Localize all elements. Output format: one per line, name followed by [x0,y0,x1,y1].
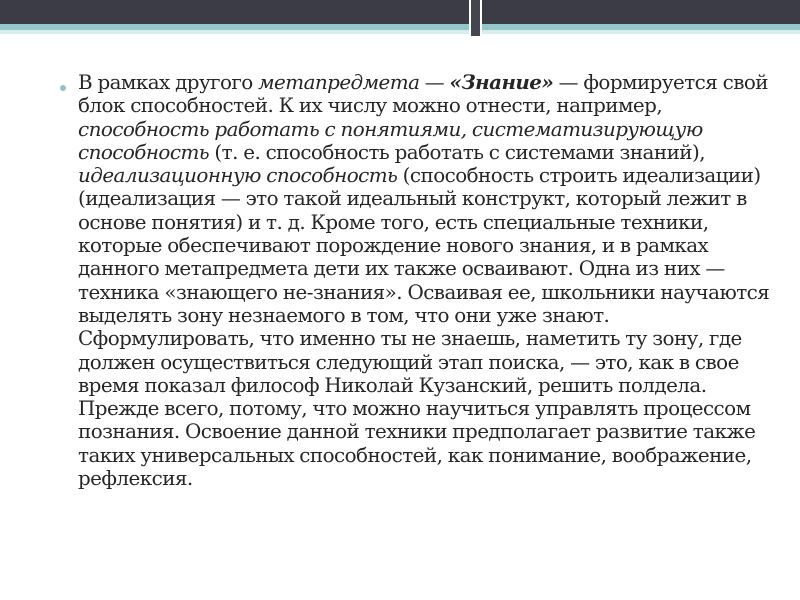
slide-body [58,71,770,490]
paragraph-emphasis: идеализационную способность [78,164,398,188]
paragraph-strong-emphasis: «Знание» [449,70,554,94]
header-band-light [0,30,800,34]
paragraph-text: (т. е. способность работать с системами знаний), [209,140,705,164]
paragraph-text: В рамках другого [78,71,259,94]
paragraph-emphasis: способность работать с понятиями, систематизирующую способность [78,117,703,164]
paragraph-text: — [419,71,450,94]
paragraph-text: (способность строить идеализации) (идеализация — это такой идеальный конструкт, который лежит в основе понятия) и т. д. Кроме того, есть специальные техники, которые обеспечивают порождение нового знания, и в рамках данного метапредмета дети их также осваивают. Одна из них — техника «знающего не-знания». Осваивая ее, школьники научаются выделять зону незнаемого в том, что они уже знают. Сформулировать, что именно ты не знаешь, наметить ту зону, где должен осуществиться следующий этап поиска, — это, как в свое время показал философ Николай Кузанский, решить полдела. Прежде всего, потому, что можно научиться управлять процессом познания. Освоение данной техники предполагает развитие также таких универсальных способностей, как понимание, воображение, рефлексия. [78,164,770,491]
bullet-paragraph [78,71,770,490]
paragraph-emphasis: метапредмета [258,71,420,94]
header-band-dark [0,0,800,24]
bullet-dot-icon [60,85,66,91]
header-tab-marker [469,0,482,38]
bullet-item [58,71,770,490]
paragraph-text: — формируется свой блок способностей. К их числу можно отнести, например, [78,71,768,118]
